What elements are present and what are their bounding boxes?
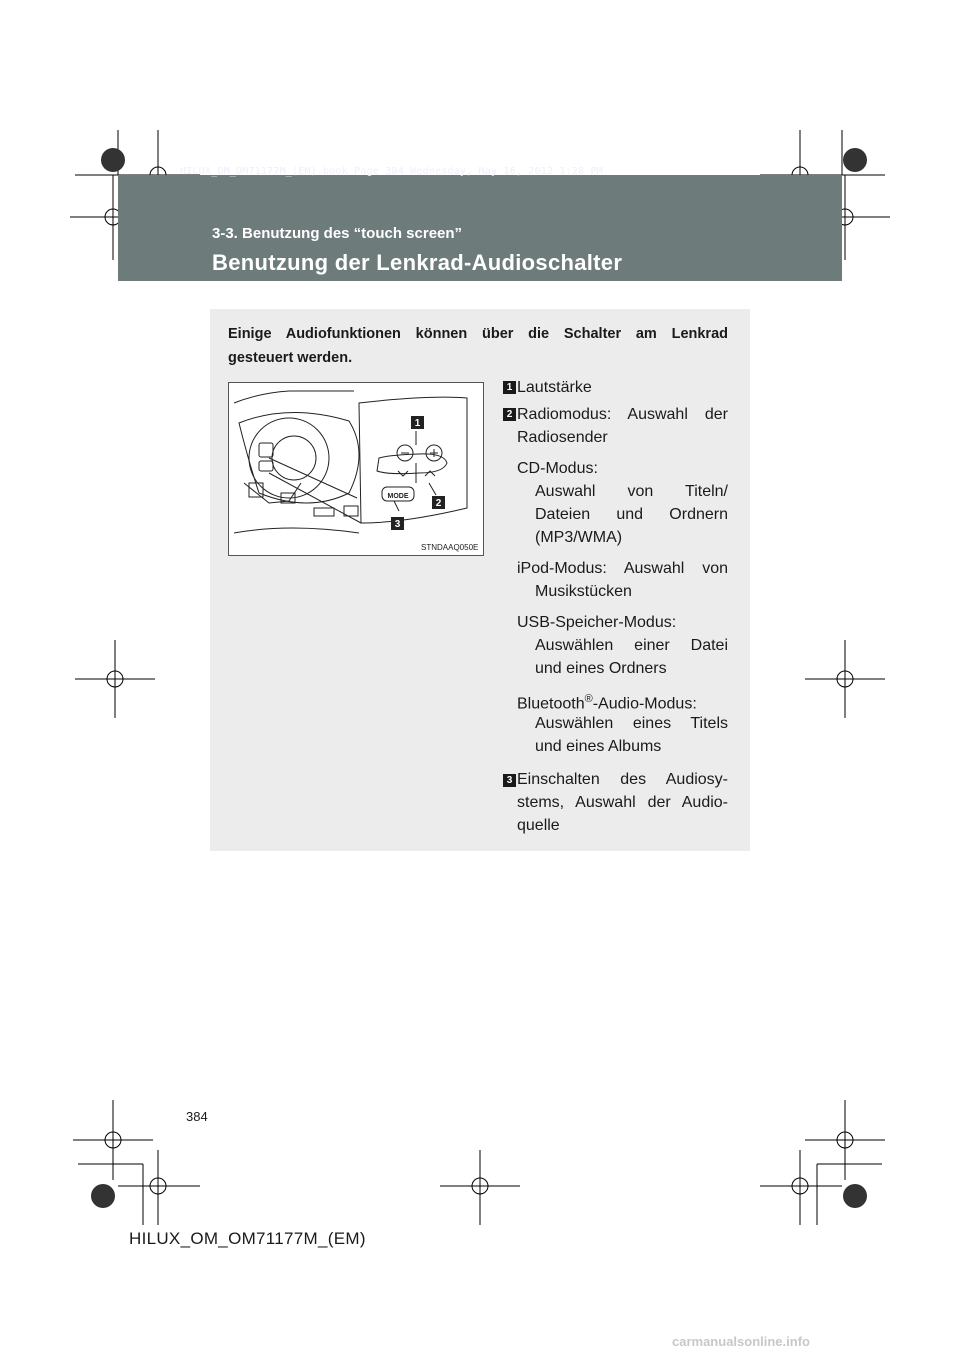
item-number-1: 1 [503,381,516,394]
ipod-mode-label: iPod-Modus: Auswahl von [517,560,728,577]
cd-mode-line-2: Dateien und Ordnern [535,506,728,523]
intro-line-1: Einige Audiofunktionen können über die Schalter am Lenkrad [228,326,728,342]
illustration-code: STNDAAQ050E [421,543,479,552]
usb-mode-label: USB-Speicher-Modus: [517,614,677,631]
intro-line-2: gesteuert werden. [228,350,353,366]
footer-code: HILUX_OM_OM71177M_(EM) [129,1229,366,1248]
item-2-line-2: Radiosender [517,429,608,446]
cd-mode-line-3: (MP3/WMA) [535,529,623,546]
watermark: carmanualsonline.info [672,1334,810,1349]
item-number-2: 2 [503,408,516,421]
item-3-line-1: Einschalten des Audiosy- [517,771,728,788]
cd-mode-line-1: Auswahl von Titeln/ [535,483,728,500]
print-info: HILUX_OM_OM71177M_(EM).book Page 384 Wednesday, May 16, 2012 1:28 PM [180,166,603,177]
item-3-line-3: quelle [517,817,560,834]
steering-wheel-drawing [229,383,483,555]
item-2-line-1: Radiomodus: Auswahl der [517,406,728,423]
cd-mode-label: CD-Modus: [517,460,598,477]
usb-mode-line-2: und eines Ordners [535,660,667,677]
section-label: 3-3. Benutzung des “touch screen” [212,225,463,242]
intro-text [228,322,728,370]
bluetooth-mode-line-2: und eines Albums [535,738,662,755]
item-number-3: 3 [503,774,516,787]
item-3-line-2: stems, Auswahl der Audio- [517,794,728,811]
mode-button-label: MODE [387,493,409,500]
registered-mark: ® [584,693,593,705]
bluetooth-label-rest: -Audio-Modus: [592,695,697,713]
item-1-text: Lautstärke [517,379,592,396]
page-number: 384 [186,1109,208,1124]
callout-2: 2 [435,498,442,509]
bluetooth-mode-line-1: Auswählen eines Titels [535,715,728,732]
callout-1: 1 [414,418,421,429]
usb-mode-line-1: Auswählen einer Datei [535,637,728,654]
ipod-mode-line-1: Musikstücken [535,583,632,600]
bluetooth-label-main: Bluetooth [517,695,585,713]
steering-wheel-illustration [228,382,484,556]
callout-3: 3 [394,519,401,530]
page-title: Benutzung der Lenkrad-Audioschalter [212,250,623,275]
